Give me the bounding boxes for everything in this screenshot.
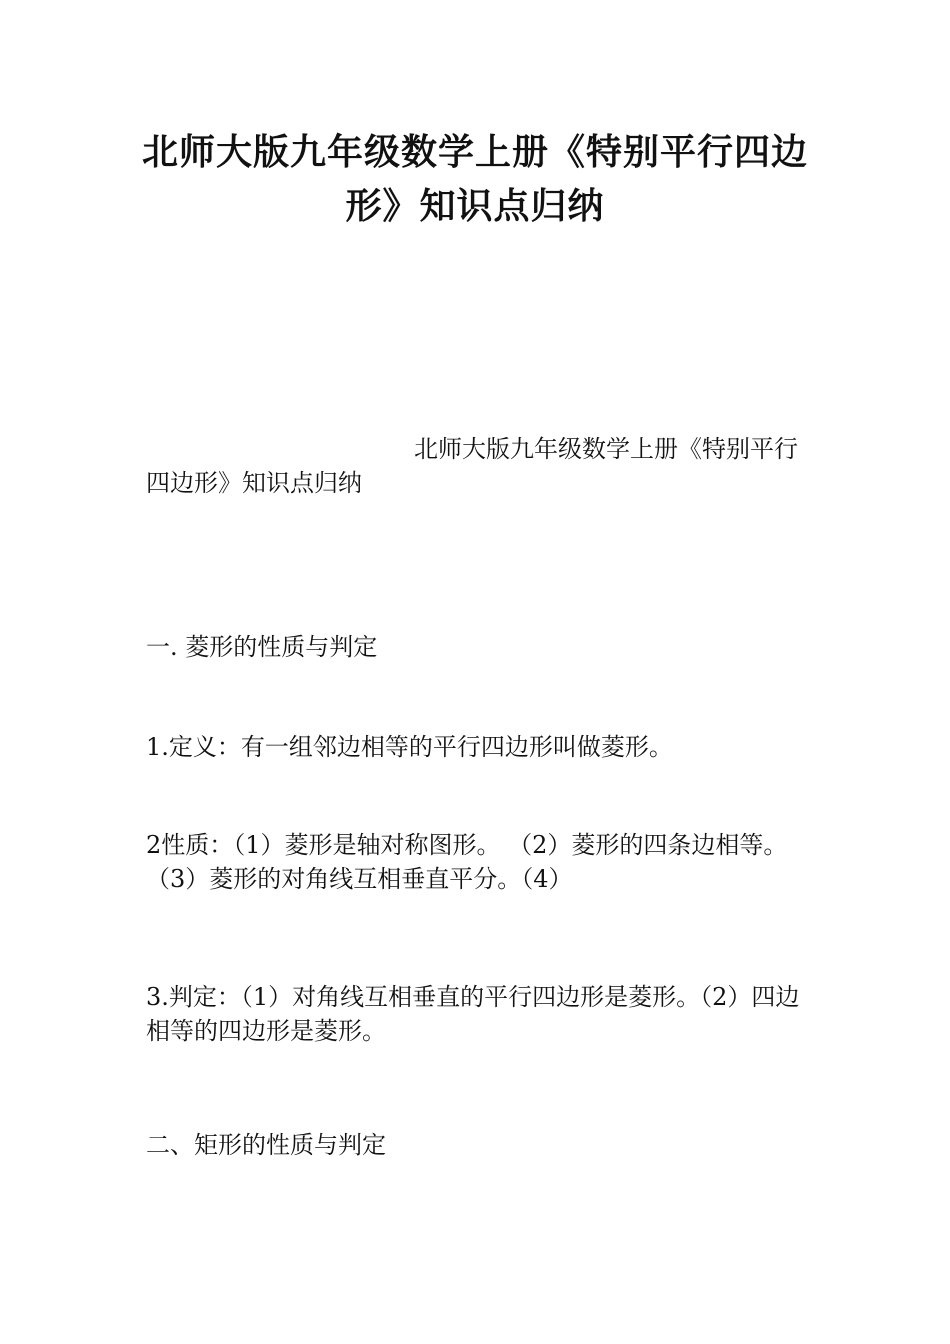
document-title xyxy=(120,126,830,234)
title-line-2: 形》知识点归纳 xyxy=(345,186,605,227)
section-heading-rectangle: 二、矩形的性质与判定 xyxy=(146,1131,386,1159)
section-heading-rhombus: 一. 菱形的性质与判定 xyxy=(146,633,378,661)
rhombus-judgement: 3.判定：（1）对角线互相垂直的平行四边形是菱形。（2）四边相等的四边形是菱形。 xyxy=(146,983,800,1045)
rhombus-definition: 1.定义：有一组邻边相等的平行四边形叫做菱形。 xyxy=(146,733,673,761)
title-line-1: 北师大版九年级数学上册《特别平行四边 xyxy=(141,132,808,173)
document-subtitle: 北师大版九年级数学上册《特别平行四边形》知识点归纳 xyxy=(146,435,798,497)
rhombus-properties: 2性质：（1）菱形是轴对称图形。 （2）菱形的四条边相等。（3）菱形的对角线互相垂直平分。（4） xyxy=(146,831,788,893)
